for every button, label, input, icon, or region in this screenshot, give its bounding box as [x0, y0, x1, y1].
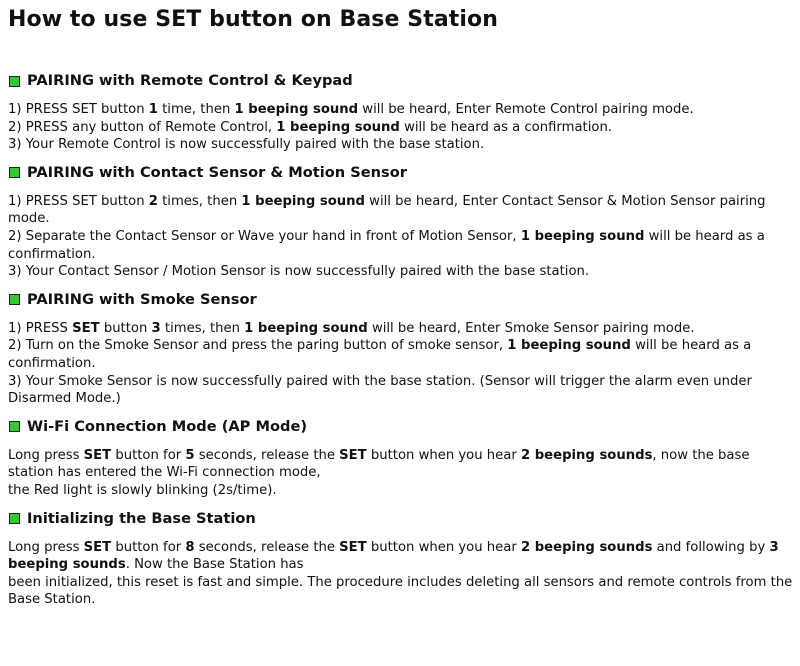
emphasis-text: SET [339, 539, 367, 555]
body-text: time, then [157, 102, 235, 117]
green-checkbox-icon [9, 294, 20, 305]
green-checkbox-icon [9, 421, 20, 432]
emphasis-text: 2 beeping sounds [520, 539, 653, 555]
body-text: seconds, release the [194, 539, 340, 555]
body-text: been initialized, this reset is fast and simple. The procedure includes deleting all sensors and remote controls from the Base Station. [8, 574, 793, 608]
green-checkbox-icon [9, 167, 20, 178]
body-text: 1) PRESS SET button [8, 102, 149, 117]
body-text: 3) Your Contact Sensor / Motion Sensor is now successfully paired with the base station. [8, 264, 590, 280]
section-heading-text: PAIRING with Remote Control & Keypad [27, 72, 353, 89]
emphasis-text: SET [72, 320, 100, 336]
section-heading [8, 163, 796, 183]
body-text: times, then [160, 320, 245, 336]
body-text: will be heard, Enter Remote Control pairing mode. [358, 102, 694, 117]
body-text: 2) PRESS any button of Remote Control, [8, 119, 277, 135]
section [8, 509, 796, 618]
section-heading-text: Wi-Fi Connection Mode (AP Mode) [27, 417, 308, 435]
instruction-line [8, 539, 796, 574]
body-text: button [99, 320, 152, 336]
body-text: , now the base station has entered the Wi-Fi connection mode, [8, 447, 750, 481]
emphasis-text: 1 beeping sound [234, 102, 359, 117]
emphasis-text: 2 beeping sounds [520, 447, 653, 463]
instruction-line [8, 574, 796, 609]
body-text: Long press [8, 447, 84, 463]
emphasis-text: 1 beeping sound [241, 193, 365, 209]
emphasis-text: SET [339, 447, 367, 463]
emphasis-text: 1 beeping sound [507, 338, 631, 354]
section [8, 417, 796, 509]
emphasis-text: 1 [148, 102, 158, 117]
body-text: 3) Your Smoke Sensor is now successfully paired with the base station. (Sensor will trigger the alarm even under Disarmed Mode.) [8, 373, 752, 407]
body-text: . Now the Base Station has [125, 557, 304, 573]
instruction-line [8, 193, 796, 228]
document [8, 0, 796, 618]
section-heading-text: Initializing the Base Station [27, 509, 256, 527]
emphasis-text: 2 [148, 193, 158, 209]
green-checkbox-icon [9, 513, 20, 524]
instruction-line [8, 373, 796, 408]
section [8, 163, 796, 290]
body-text: will be heard as a confirmation. [8, 228, 765, 262]
body-text: 1) PRESS [8, 320, 73, 336]
section [8, 290, 796, 417]
emphasis-text: 1 beeping sound [276, 119, 400, 135]
emphasis-text: SET [83, 539, 112, 555]
emphasis-text: 1 beeping sound [244, 320, 368, 336]
instruction-line [8, 101, 796, 119]
section-heading [8, 290, 796, 310]
body-text: button for [111, 447, 186, 463]
body-text: button when you hear [366, 447, 521, 463]
body-text: will be heard as a confirmation. [8, 338, 752, 371]
instruction-line [8, 482, 796, 500]
instruction-line [8, 263, 796, 281]
section-heading [8, 71, 796, 91]
instruction-line [8, 136, 796, 154]
green-checkbox-icon [9, 76, 20, 87]
sections-container [8, 71, 796, 618]
emphasis-text: SET [83, 447, 112, 463]
instruction-line [8, 447, 796, 482]
body-text: button when you hear [366, 539, 521, 555]
body-text: 3) Your Remote Control is now successfully paired with the base station. [8, 137, 485, 153]
emphasis-text: 5 [185, 447, 195, 463]
emphasis-text: 3 beeping sounds [8, 539, 779, 573]
instruction-line [8, 228, 796, 263]
emphasis-text: 8 [185, 539, 195, 555]
section-heading [8, 509, 796, 529]
emphasis-text: 1 beeping sound [520, 228, 645, 244]
instruction-line [8, 337, 796, 372]
body-text: 2) Turn on the Smoke Sensor and press the paring button of smoke sensor, [8, 338, 508, 354]
body-text: 1) PRESS SET button [8, 193, 149, 209]
section-heading-text: PAIRING with Contact Sensor & Motion Sensor [27, 163, 407, 181]
body-text: and following by [652, 539, 770, 555]
instruction-line [8, 119, 796, 137]
body-text: seconds, release the [194, 447, 340, 463]
body-text: the Red light is slowly blinking (2s/time). [8, 482, 277, 498]
section-heading-text: PAIRING with Smoke Sensor [27, 290, 257, 308]
body-text: 2) Separate the Contact Sensor or Wave your hand in front of Motion Sensor, [8, 228, 521, 244]
emphasis-text: 3 [151, 320, 161, 336]
page-title: How to use SET button on Base Station [8, 7, 499, 32]
instruction-line [8, 320, 796, 338]
body-text: Long press [8, 539, 84, 555]
body-text: will be heard, Enter Smoke Sensor pairing mode. [367, 320, 695, 336]
section [8, 71, 796, 163]
body-text: times, then [157, 193, 242, 209]
body-text: will be heard as a confirmation. [399, 119, 612, 135]
section-heading [8, 417, 796, 437]
body-text: will be heard, Enter Contact Sensor & Motion Sensor pairing mode. [8, 193, 766, 227]
body-text: button for [111, 539, 186, 555]
